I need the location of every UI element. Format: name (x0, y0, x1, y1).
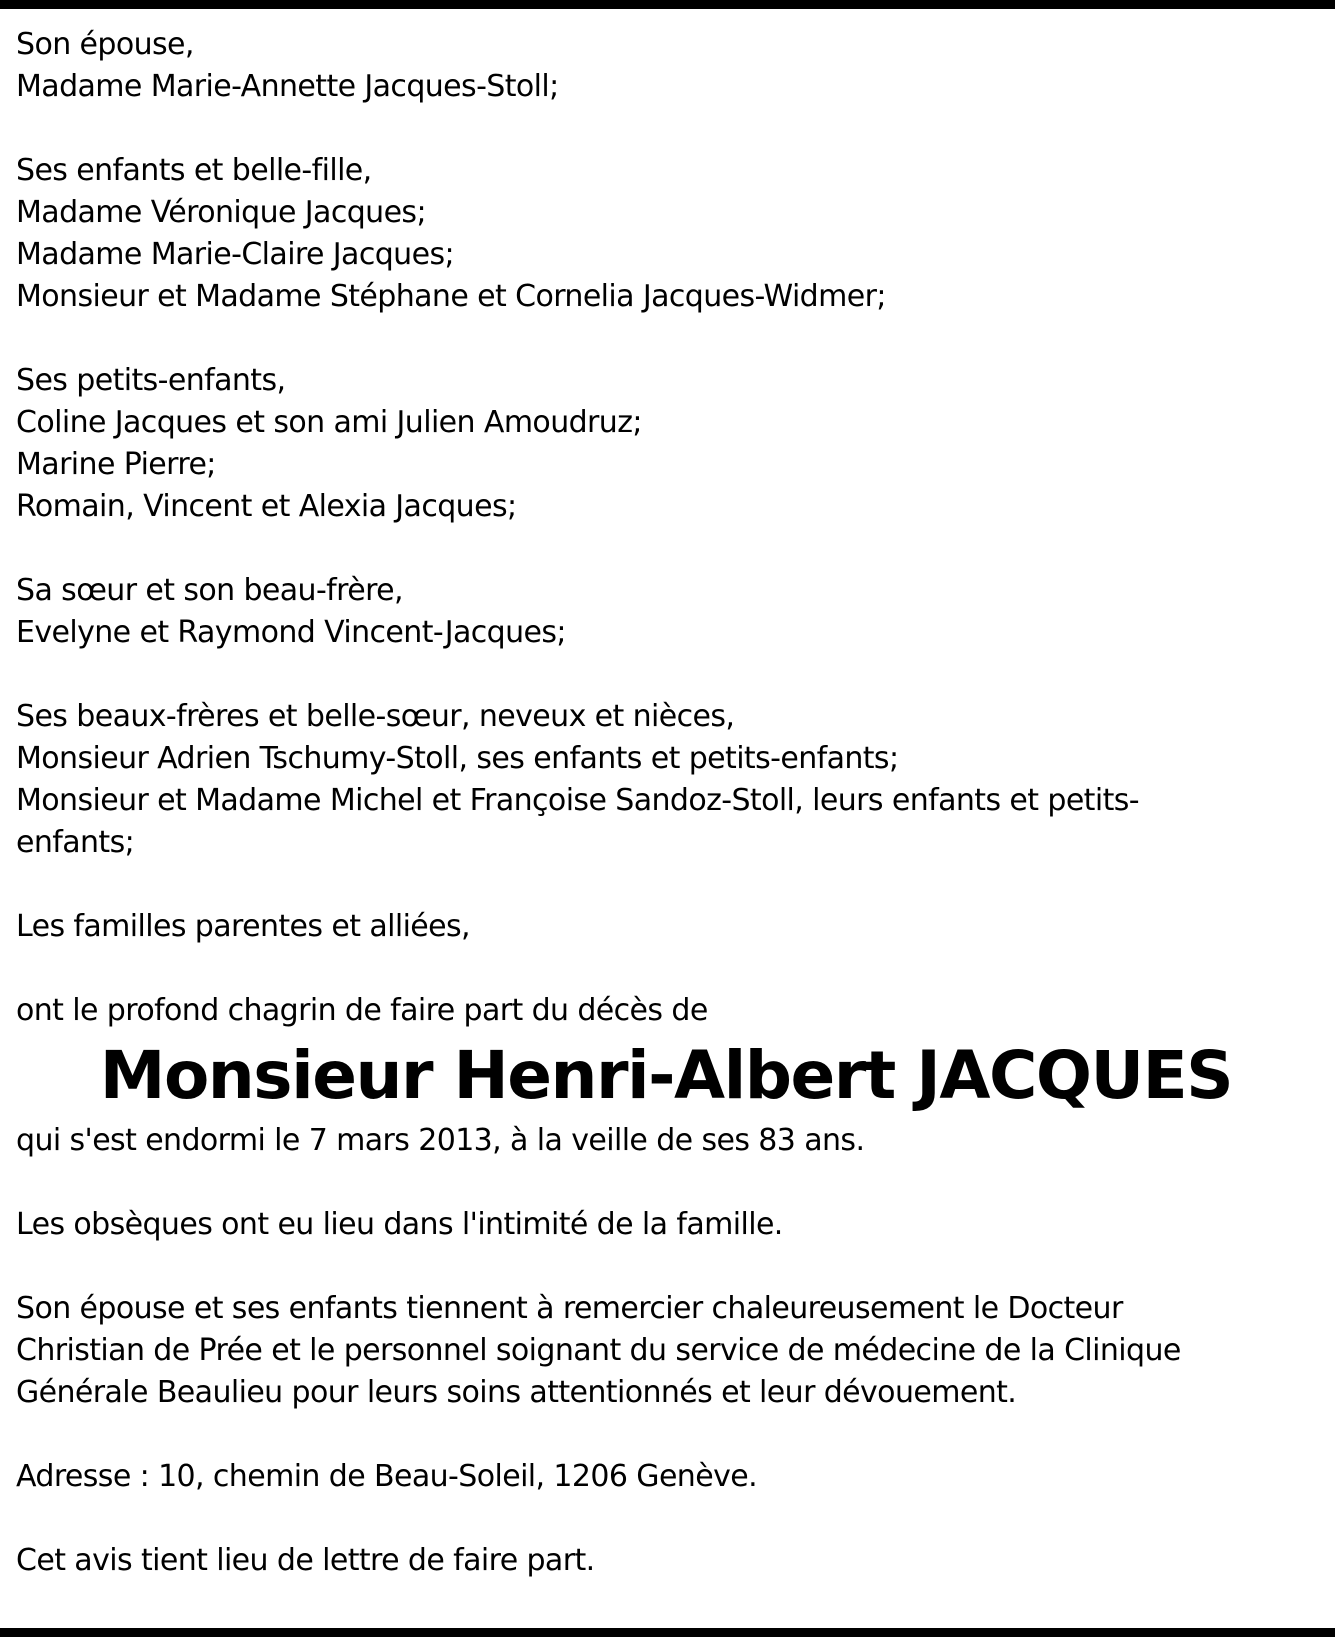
grandchildren-heading: Ses petits-enfants, (16, 363, 286, 398)
grandchildren-section (16, 360, 1316, 528)
grandchild-name: Romain, Vincent et Alexia Jacques; (16, 489, 517, 524)
spacer (16, 528, 1316, 570)
children-section (16, 150, 1316, 318)
sister-section (16, 570, 1316, 654)
thanks-paragraph (16, 1288, 1316, 1414)
spacer (16, 108, 1316, 150)
spouse-name: Madame Marie-Annette Jacques-Stoll; (16, 69, 559, 104)
spouse-section (16, 24, 1316, 108)
spacer (16, 1162, 1316, 1204)
thanks-line: Son épouse et ses enfants tiennent à remercier chaleureusement le Docteur (16, 1291, 1123, 1326)
obituary-notice (16, 24, 1316, 1582)
spacer (16, 1498, 1316, 1540)
child-name: Monsieur et Madame Stéphane et Cornelia Jacques-Widmer; (16, 279, 886, 314)
grandchild-name: Marine Pierre; (16, 447, 216, 482)
inlaw-name: Monsieur et Madame Michel et Françoise Sandoz-Stoll, leurs enfants et petits- (16, 783, 1139, 818)
bottom-border-rule (0, 1628, 1335, 1637)
child-name: Madame Marie-Claire Jacques; (16, 237, 454, 272)
spacer (16, 948, 1316, 990)
families-line: Les familles parentes et alliées, (16, 909, 470, 944)
closing-line: Cet avis tient lieu de lettre de faire part. (16, 1543, 595, 1578)
death-info-line: qui s'est endormi le 7 mars 2013, à la veille de ses 83 ans. (16, 1123, 865, 1158)
grandchild-name: Coline Jacques et son ami Julien Amoudruz; (16, 405, 642, 440)
children-heading: Ses enfants et belle-fille, (16, 153, 372, 188)
inlaw-name: Monsieur Adrien Tschumy-Stoll, ses enfants et petits-enfants; (16, 741, 899, 776)
spacer (16, 1246, 1316, 1288)
child-name: Madame Véronique Jacques; (16, 195, 426, 230)
announcement-line: ont le profond chagrin de faire part du décès de (16, 993, 708, 1028)
spacer (16, 864, 1316, 906)
sister-name: Evelyne et Raymond Vincent-Jacques; (16, 615, 566, 650)
thanks-line: Christian de Prée et le personnel soignant du service de médecine de la Clinique (16, 1333, 1181, 1368)
inlaw-name: enfants; (16, 825, 135, 860)
inlaws-section (16, 696, 1316, 864)
spacer (16, 318, 1316, 360)
address-line: Adresse : 10, chemin de Beau-Soleil, 1206 Genève. (16, 1459, 758, 1494)
spouse-heading: Son épouse, (16, 27, 194, 62)
thanks-line: Générale Beaulieu pour leurs soins attentionnés et leur dévouement. (16, 1375, 1017, 1410)
deceased-name: Monsieur Henri-Albert JACQUES (99, 1037, 1233, 1114)
spacer (16, 654, 1316, 696)
inlaws-heading: Ses beaux-frères et belle-sœur, neveux et nièces, (16, 699, 735, 734)
funeral-line: Les obsèques ont eu lieu dans l'intimité de la famille. (16, 1207, 783, 1242)
spacer (16, 1414, 1316, 1456)
top-border-rule (0, 0, 1335, 9)
sister-heading: Sa sœur et son beau-frère, (16, 573, 403, 608)
